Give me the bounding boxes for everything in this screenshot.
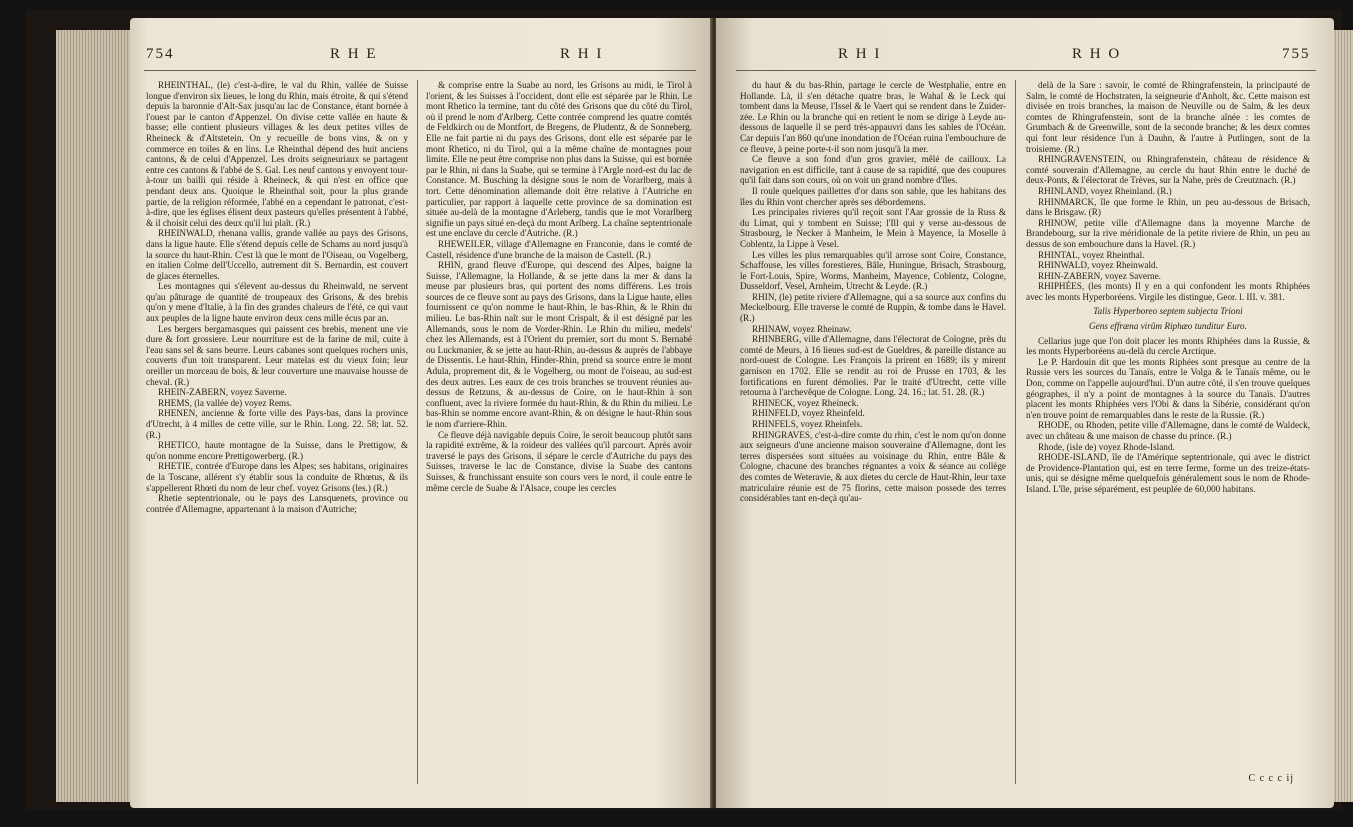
right-head-word-1: R H I xyxy=(838,46,882,62)
right-page-number: 755 xyxy=(1282,46,1311,62)
left-head-word-2: R H I xyxy=(560,46,604,62)
paragraph: RHEINTHAL, (le) c'est-à-dire, le val du Rhin, vallée de Suisse longue d'environ six lieues, le long du Rhin, mais étroite, & qui s'étend depuis la baronnie d'Alt-Sax jusqu'au lac de Constance, étant bornée à l'ouest par le canton d'Appenzel. On divise cette vallée en haute & basse; elle contient plusieurs villages & les deux petites villes de Rheineck & d'Altstetein. On y recueille de bons vins, & on y commerce en toiles & en lins. Le Rheinthal dépend des huit anciens cantons, & de celui d'Appenzel. Les droits seigneuriaux se partagent entre ces cantons & l'abbé de S. Gal. Les neuf cantons y envoyent tour-à-tour un bailli qui réside à Rheineck, & qui n'est en office que pendant deux ans. Quoique le Rheinthal soit, pour la plus grande partie, de la religion réformée, l'abbé en a cependant le patronat, c'est-à-dire, que les églises élisent deux pasteurs qu'elles présentent à l'abbé, & il choisit celui des deux qu'il lui plaît. (R.) xyxy=(146,80,408,228)
right-column-2 xyxy=(1026,80,1310,776)
left-page-number: 754 xyxy=(146,46,175,62)
paragraph: & comprise entre la Suabe au nord, les Grisons au midi, le Tirol à l'orient, & les Suisses à l'occident, dont elle est séparée par le Rhin. Le mont Rhetico la termine, tant du côté des Grisons que du côté du Tirol, où il prend le nom d'Arlberg. Cette contrée comprend les quatre comtés de Feldkirch ou de Montfort, de Bregens, de Pludentz, & de Sonneberg. Elle ne fait partie ni du pays des Grisons, dont elle est séparée par le mont Rhetico, ni du Tirol, qui a la même chaîne de montagnes pour limite. Elle ne peut être comprise non plus dans la Suisse, qui est bornée par le Rhin, ni dans la Suabe, qui se termine à l'Argle nord-est du lac de Constance. M. Busching la désigne sous le nom de Vorarlberg, mais à tort. Cette dénomination allemande doit être relative à l'Autriche en particulier, par rapport à laquelle cette province de sa domination est située au-delà de la montagne d'Arleberg, tandis que le mot Vorarlberg signifie un pays situé en-deçà du mont Arlberg. La chaîne septentrionale est une enclave du cercle d'Autriche. (R.) xyxy=(426,80,692,239)
paragraph: RHINTAL, voyez Rheinthal. xyxy=(1038,249,1145,260)
paragraph: RHINMARCK, île que forme le Rhin, un peu au-dessous de Brisach, dans le Brisgaw. (R) xyxy=(1026,196,1310,218)
paragraph: Cellarius juge que l'on doit placer les monts Rhiphées dans la Russie, & les monts Hyperboréens au-delà du cercle Arctique. xyxy=(1026,335,1310,357)
paragraph: RHINFELS, voyez Rheinfels. xyxy=(752,419,863,429)
paragraph: RHIPHÉES, (les monts) Il y en a qui confondent les monts Rhiphées avec les monts Hyperboréens. Virgile les distingue, Geor. l. III. v. 381. xyxy=(1026,281,1310,302)
left-column-2 xyxy=(426,80,692,790)
paragraph: RHINAW, voyez Rheinaw. xyxy=(752,323,852,334)
paragraph: RHEMS, (la vallée de) voyez Rems. xyxy=(158,397,292,408)
paragraph: RHINOW, petite ville d'Allemagne dans la moyenne Marche de Brandebourg, sur la rive méridionale de la petite riviere de Rhin, un peu au dessus de son embouchure dans la Havel. (R.) xyxy=(1026,217,1310,249)
paragraph: RHINBERG, ville d'Allemagne, dans l'électorat de Cologne, près du comté de Meurs, à 16 lieues sud-est de Gueldres, & pareille distance au nord-ouest de Cologne. Les François la prirent en 1689; ils y mirent garnison en 1702. Elle se rendit au roi de Prusse en 1703, & les fortifications en furent démolies. Par le traité d'Utrecht, cette ville retourna à l'archevêque de Cologne. Long. 24. 16.; lat. 51. 28. (R.) xyxy=(740,334,1006,398)
paragraph: Les bergers bergamasques qui paissent ces brebis, menent une vie dure & fort grossiere. Leur nourriture est de la farine de mil, cuite à l'eau sans sel & sans beurre. Leurs cabanes sont quelques rochers unis, couverts d'un toit transparent. Leur matelas est du vieux foin; leur oreiller un morceau de bois, & leur couverture une mauvaise housse de cheval. (R.) xyxy=(146,323,408,387)
paragraph: RHINGRAVES, c'est-à-dire comte du rhin, c'est le nom qu'on donne aux seigneurs d'une ancienne maison souveraine d'Allemagne, dont les terres dispersées sont situées au voisinage du Rhin, entre Bâle & Cologne, chacune des branches régnantes a voix & séance au collège des comtes de Weteravie, & aux dietes du cercle de Haut-Rhin, leur taxe matriculaire réunie est de 75 florins, cette maison possede des terres considérables tant en-deçà qu'au- xyxy=(740,429,1006,504)
paragraph: RHEINWALD, rhenana vallis, grande vallée au pays des Grisons, dans la ligue haute. Elle s'étend depuis celle de Schams au nord jusqu'à la source du haut-Rhin. C'est là que le mont de l'Oiseau, ou Vogelberg, en italien Colme dell'Uccello, autrement dit S. Bernardin, est couvert de glaces éternelles. xyxy=(146,228,408,281)
left-running-head xyxy=(130,46,712,66)
right-head-word-2: R H O xyxy=(1072,46,1122,62)
right-head-rule xyxy=(736,70,1316,71)
right-column-divider xyxy=(1015,80,1016,784)
paragraph: RHINECK, voyez Rheineck. xyxy=(752,397,859,408)
paragraph: RHETICO, haute montagne de la Suisse, dans le Prettigow, & qu'on nomme encore Prettigowerberg. (R.) xyxy=(146,440,408,461)
paragraph: Les montagnes qui s'élevent au-dessus du Rheinwald, ne servent qu'au pâturage de quantité de troupeaux des Grisons, & des brebis qu'on y mene d'Italie, à la fin des grandes chaleurs de l'été, ce qui vaut aux peuples de la ligne haute environ deux cens mille écus par an. xyxy=(146,281,408,324)
paragraph: RHINGRAVENSTEIN, ou Rhingrafenstein, château de résidence & comté souverain d'Allemagne, au cercle du haut Rhin entre le duché de deux-Ponts, & l'électorat de Trèves, sur la Nahe, près de Creutznach. (R.) xyxy=(1026,154,1310,186)
left-column-1 xyxy=(146,80,408,790)
paragraph: RHEIN-ZABERN, voyez Saverne. xyxy=(158,387,287,398)
paragraph: RHETIE, contrée d'Europe dans les Alpes; ses habitans, originaires de la Toscane, allérent s'y établir sous la conduite de Rhœtus, & ils s'appellerent Rhœti du nom de leur chef. voyez Grisons (les.) (R.) xyxy=(146,461,408,493)
paragraph: RHODE-ISLAND, île de l'Amérique septentrionale, qui avec le district de Providence-Plantation qui, est en terre ferme, forme un des treize-états-unis, qui se désigne même quelquefois généralement sous le nom de Rhode-Island. L'île, prise séparément, est peuplée de 60,000 habitans. xyxy=(1026,452,1310,494)
paragraph: RHENEN, ancienne & forte ville des Pays-bas, dans la province d'Utrecht, à 4 milles de cette ville, sur le Rhin. Long. 22. 58; lat. 52. (R.) xyxy=(146,408,408,440)
virgil-quote-line-1: Talis Hyperboreo septem subjecta Trioni xyxy=(1093,306,1243,317)
book-spread xyxy=(26,10,1342,810)
paragraph: RHINLAND, voyez Rheinland. (R.) xyxy=(1038,185,1172,196)
paragraph: RHINWALD, voyez Rheinwald. xyxy=(1038,260,1158,271)
paragraph: RHIN-ZABERN, voyez Saverne. xyxy=(1038,270,1161,281)
right-column-1 xyxy=(740,80,1006,790)
right-column-2-part-a xyxy=(1026,80,1310,302)
paragraph: RHINFELD, voyez Rheinfeld. xyxy=(752,408,865,419)
paragraph: delà de la Sare : savoir, le comté de Rhingrafenstein, la principauté de Salm, le comté de Hochstraten, la seigneurie d'Anholt, &c. Cette maison est divisée en trois branches, la maison de Neuville ou de Salm, & les deux comtes de Rhingrafenstein, sont de la branche aînée : les comtes de Grumbach & de Greenwille, sont de la seconde branche; & les deux comtes qui font leur résidence l'un à Dauhn, & l'autre à Putlingen, sont de la troisieme. (R.) xyxy=(1026,80,1310,154)
right-column-2-part-b xyxy=(1026,336,1310,495)
paragraph: Les villes les plus remarquables qu'il arrose sont Coire, Constance, Schaffouse, les villes forestieres, Bâle, Huningue, Brisach, Strasbourg, le Fort-Louis, Spire, Worms, Manheim, Mayence, Coblentz, Cologne, Dusseldorf, Vesel, Arnheim, Utrecht & Leyde. (R.) xyxy=(740,249,1006,292)
paragraph: Le P. Hardouin dit que les monts Riphées sont presque au centre de la Russie vers les sources du Tanaïs, entre le Volga & le Tanaïs même, ou le Don, comme on l'appelle aujourd'hui. D'un autre côté, il s'en trouve quelques géographes, il n'y a point de montagnes à la source du Tanaïs. D'autres placent les monts Rhiphées vers l'Obi & dans la Sibérie, considérant qu'on n'en trouve point de remarquables dans le reste de la Russie. (R.) xyxy=(1026,356,1310,420)
left-head-word-1: R H E xyxy=(330,46,378,62)
paragraph: du haut & du bas-Rhin, partage le cercle de Westphalie, entre en Hollande. Là, il s'en détache quatre bras, le Wahal & le Leck qui tombent dans la Meuse, l'Issel & le Vaert qui se rendent dans le Zuider-zée. Le Rhin ou la branche qui en retient le nom se dirige à Leyde au-dessous de laquelle il se perd très-appauvri dans les sables de l'Océan. Car depuis l'an 860 qu'une inondation de l'Océan ruina l'embouchure de ce fleuve, à peine porte-t-il son nom jusqu'à la mer. xyxy=(740,80,1006,154)
paragraph: RHODE, ou Rhoden, petite ville d'Allemagne, dans le comté de Waldeck, avec un château & une maison de chasse du prince. (R.) xyxy=(1026,420,1310,441)
paragraph: RHIN, (le) petite riviere d'Allemagne, qui a sa source aux confins du Meckelbourg. Elle traverse le comté de Ruppin, & tombe dans le Havel. (R.) xyxy=(740,291,1006,324)
signature-mark: C c c c ij xyxy=(1248,773,1294,784)
left-page-edges xyxy=(56,30,134,802)
paragraph: Rhode, (isle de) voyez Rhode-Island. xyxy=(1038,441,1175,452)
left-head-rule xyxy=(144,70,696,71)
virgil-quote-line-2: Gens effræna virûm Riphæo tunditur Euro. xyxy=(1089,321,1247,332)
paragraph: Rhetie septentrionale, ou le pays des Lansquenets, province ou contrée d'Allemagne, appartenant à la maison d'Autriche; xyxy=(146,493,408,514)
paragraph: Ce fleuve déjà navigable depuis Coire, le seroit beaucoup plutôt sans la rapidité extrême, & la roideur des vallées qu'il parcourt. Après avoir traversé le pays des Grisons, il sépare le cercle d'Autriche du pays des Suisses, traverse le lac de Constance, divise la Suabe des cantons Suisses, & franchissant ensuite son cours vers le nord, il coule entre le même cercle de Suabe & l'Alsace, coupe les cercles xyxy=(426,429,692,493)
paragraph: Les principales rivieres qu'il reçoit sont l'Aar grossie de la Russ & du Limat, qui y tombent en Suisse; l'Ill qui y verse au-dessous de Strasbourg, le Necker à Manheim, le Mein à Mayence, la Moselle à Coblentz, la Lippe à Vesel. xyxy=(740,207,1006,249)
right-page xyxy=(716,18,1334,808)
right-running-head xyxy=(716,46,1334,66)
paragraph: Il roule quelques paillettes d'or dans son sable, que les habitans des îles du Rhin vont chercher après ses débordemens. xyxy=(740,185,1006,207)
paragraph: Ce fleuve a son fond d'un gros gravier, mêlé de cailloux. La navigation en est difficile, tant à cause de sa rapidité, que des coupures qu'il fait dans son cours, où on voit un grand nombre d'îles. xyxy=(740,154,1006,186)
left-page xyxy=(130,18,712,808)
paragraph: RHIN, grand fleuve d'Europe, qui descend des Alpes, baigne la Suisse, l'Allemagne, la Hollande, & se jette dans la mer & dans la meuse par plusieurs bras, qui portent des noms différens. Les trois sources de ce fleuve sont au pays des Grisons, dans la Ligue haute, elles fournissent ce qu'on nomme le haut-Rhin, le bas-Rhin, & le Rhin du milieu. Le bas-Rhin naît sur le mont Crispalt, & il est désigné par les Allemands, sous le nom de Vorder-Rhin. Le Rhin du milieu, medels' chez les Allemands, est à l'Orient du premier, sort du mont S. Bernabé ou Luckmanier, & se jette au haut-Rhin, au-dessus & auprès de l'abbaye de Dissentis. Le haut-Rhin, Hinder-Rhin, prend sa source entre le mont Adula, proprement dit, & le Vogelberg, ou mont de l'oiseau, au sud-est des deux autres. Les eaux de ces trois branches se trouvent réunies au-dessus de Retzuns, & au-dessus de Coire, on le haut-Rhin à son confluent, avec la riviere formée du haut-Rhin, & du Rhin du milieu. Le bas-Rhin se nomme encore avant-Rhin, & on désigne le haut-Rhin sous le nom d'arriere-Rhin. xyxy=(426,260,692,429)
left-column-divider xyxy=(417,80,418,784)
paragraph: RHEWEILER, village d'Allemagne en Franconie, dans le comté de Castell, résidence d'une branche de la maison de Castell. (R.) xyxy=(426,238,692,260)
